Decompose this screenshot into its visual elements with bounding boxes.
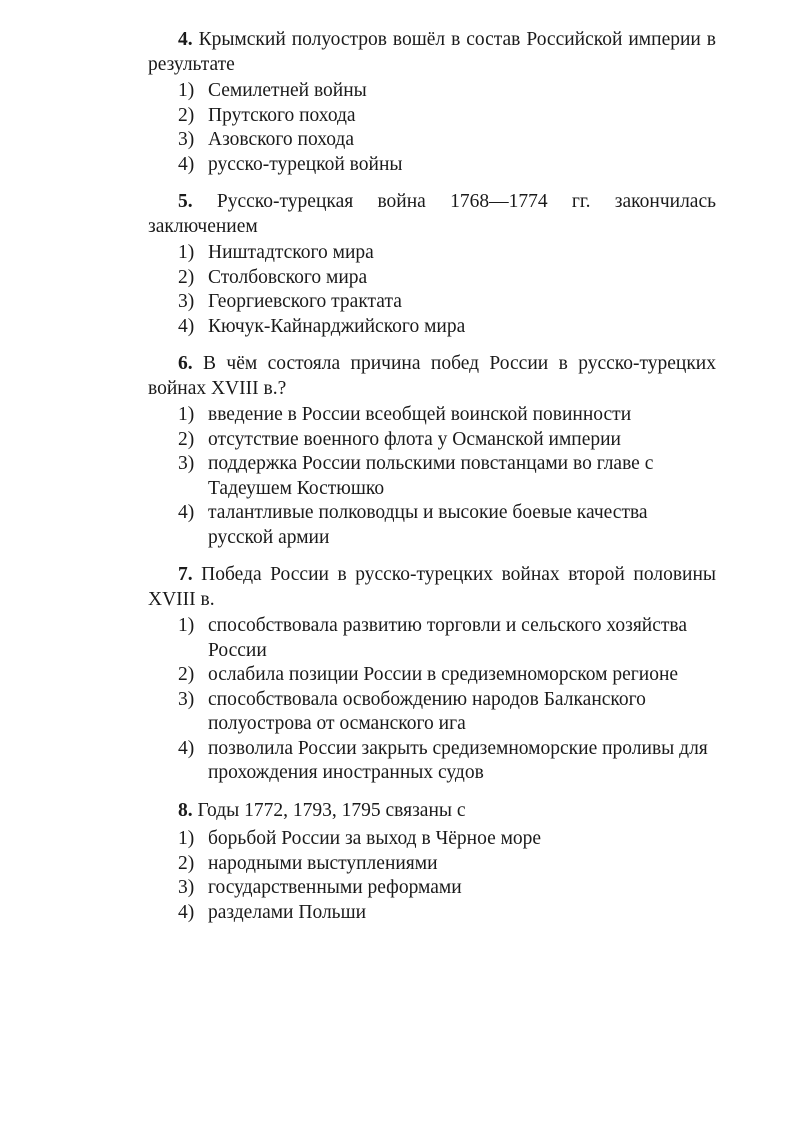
- answer-option[interactable]: [148, 128, 716, 153]
- option-number: 4): [178, 315, 195, 337]
- question-text: Русско-турецкая война 1768—1774 гг. закончилась заключением: [148, 191, 716, 237]
- option-text: отсутствие военного флота у Османской империи: [208, 428, 621, 450]
- test-page: [148, 28, 716, 938]
- option-number: 2): [178, 852, 195, 874]
- question-number: 5.: [178, 191, 193, 212]
- option-number: 1): [178, 828, 195, 849]
- option-text: способствовала развитию торговли и сельского хозяйства России: [208, 615, 688, 661]
- question-number: 4.: [178, 29, 193, 50]
- option-number: 4): [178, 502, 195, 523]
- option-text: ослабила позиции России в средиземноморском регионе: [208, 664, 679, 685]
- option-text: позволила России закрыть средиземноморские проливы для прохождения иностранных судов: [208, 737, 708, 783]
- option-text: Семилетней войны: [208, 80, 367, 101]
- option-text: Прутского похода: [208, 104, 356, 126]
- question-stem: [148, 352, 716, 401]
- answer-options: [148, 403, 716, 550]
- answer-option[interactable]: [148, 104, 716, 129]
- option-text: Георгиевского трактата: [208, 291, 402, 312]
- answer-option[interactable]: [148, 315, 716, 340]
- option-number: 4): [178, 153, 195, 175]
- answer-option[interactable]: [148, 266, 716, 291]
- question-text: В чём состояла причина побед России в русско-турецких войнах XVIII в.?: [148, 353, 716, 399]
- answer-option[interactable]: [148, 428, 716, 453]
- answer-options: [148, 614, 716, 786]
- answer-option[interactable]: [148, 737, 716, 786]
- answer-option[interactable]: [148, 663, 716, 688]
- option-number: 4): [178, 901, 195, 923]
- question-stem: [148, 190, 716, 239]
- option-number: 2): [178, 104, 195, 126]
- option-number: 3): [178, 453, 195, 474]
- question-5: [148, 190, 716, 339]
- answer-options: [148, 827, 716, 925]
- option-number: 1): [178, 615, 195, 636]
- question-8: [148, 799, 716, 926]
- answer-option[interactable]: [148, 876, 716, 901]
- option-number: 2): [178, 428, 195, 450]
- option-text: Ништадтского мира: [208, 242, 374, 263]
- answer-options: [148, 79, 716, 177]
- option-number: 2): [178, 266, 195, 288]
- answer-option[interactable]: [148, 852, 716, 877]
- option-text: Кючук-Кайнарджийского мира: [208, 315, 466, 337]
- option-text: русско-турецкой войны: [208, 153, 403, 175]
- answer-option[interactable]: [148, 241, 716, 266]
- question-number: 7.: [178, 564, 193, 585]
- question-7: [148, 563, 716, 786]
- question-number: 6.: [178, 353, 193, 374]
- question-text: Победа России в русско-турецких войнах второй половины XVIII в.: [148, 564, 716, 610]
- option-text: введение в России всеобщей воинской повинности: [208, 404, 632, 425]
- option-number: 4): [178, 737, 195, 759]
- option-number: 1): [178, 242, 195, 263]
- option-text: поддержка России польскими повстанцами во главе с Тадеушем Костюшко: [208, 453, 654, 499]
- answer-option[interactable]: [148, 901, 716, 926]
- answer-option[interactable]: [148, 688, 716, 737]
- question-4: [148, 28, 716, 177]
- option-number: 2): [178, 664, 195, 685]
- option-text: государственными реформами: [208, 877, 462, 898]
- option-number: 1): [178, 404, 195, 425]
- option-number: 3): [178, 291, 195, 312]
- option-text: народными выступлениями: [208, 852, 438, 874]
- question-text: Годы 1772, 1793, 1795 связаны с: [197, 799, 466, 821]
- option-text: разделами Польши: [208, 901, 367, 923]
- answer-options: [148, 241, 716, 339]
- answer-option[interactable]: [148, 79, 716, 104]
- question-stem: [148, 563, 716, 612]
- answer-option[interactable]: [148, 153, 716, 178]
- option-number: 3): [178, 129, 195, 150]
- option-text: Столбовского мира: [208, 266, 368, 288]
- answer-option[interactable]: [148, 827, 716, 852]
- answer-option[interactable]: [148, 403, 716, 428]
- option-number: 3): [178, 688, 195, 710]
- option-number: 1): [178, 80, 195, 101]
- question-number: 8.: [178, 799, 193, 821]
- answer-option[interactable]: [148, 290, 716, 315]
- answer-option[interactable]: [148, 614, 716, 663]
- option-text: борьбой России за выход в Чёрное море: [208, 828, 542, 849]
- option-number: 3): [178, 877, 195, 898]
- question-text: Крымский полуостров вошёл в состав Российской империи в результате: [148, 29, 716, 75]
- option-text: талантливые полководцы и высокие боевые качества русской армии: [208, 502, 648, 548]
- option-text: Азовского похода: [208, 129, 355, 150]
- question-stem: [148, 28, 716, 77]
- answer-option[interactable]: [148, 452, 716, 501]
- question-stem: [148, 799, 716, 824]
- option-text: способствовала освобождению народов Балканского полуострова от османского ига: [208, 688, 646, 734]
- question-6: [148, 352, 716, 550]
- answer-option[interactable]: [148, 501, 716, 550]
